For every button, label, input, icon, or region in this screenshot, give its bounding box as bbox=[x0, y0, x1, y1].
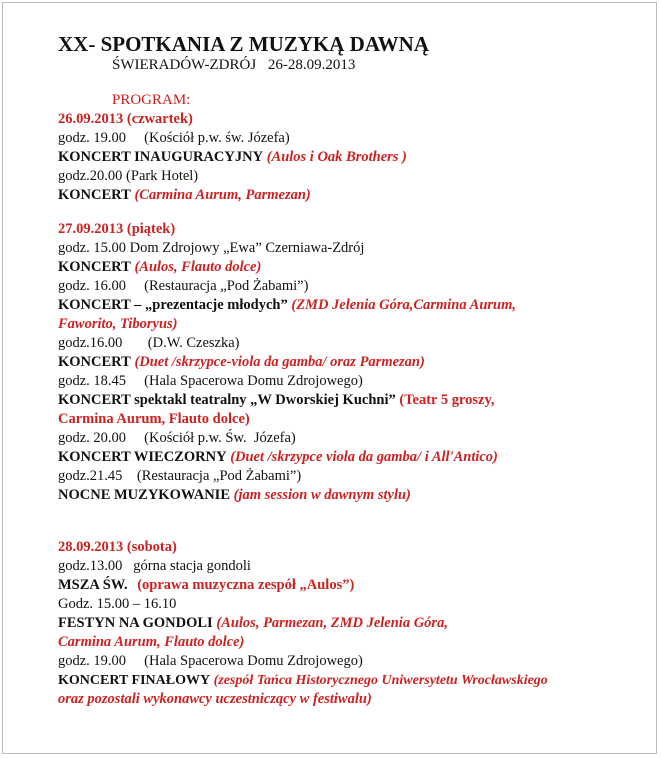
event-title: KONCERT FINAŁOWY bbox=[58, 673, 211, 688]
event-title: KONCERT spektakl teatralny „W Dworskiej Kuchni” bbox=[58, 392, 396, 408]
performers: Carmina Aurum, Flauto dolce) bbox=[58, 411, 250, 427]
day2-event-1 bbox=[58, 258, 261, 277]
performers: (Aulos i Oak Brothers ) bbox=[266, 149, 407, 165]
day3-heading: 28.09.2013 (sobota) bbox=[58, 539, 177, 555]
performers: (jam session w dawnym stylu) bbox=[233, 487, 411, 503]
event-title: KONCERT – „prezentacje młodych” bbox=[58, 297, 288, 313]
day2-event-5 bbox=[58, 448, 498, 467]
day1-event-1 bbox=[58, 148, 407, 167]
performers: (Aulos, Parmezan, ZMD Jelenia Góra, bbox=[216, 615, 448, 631]
event-title: KONCERT INAUGURACYJNY bbox=[58, 149, 264, 165]
day2-event-4-cont bbox=[58, 410, 250, 429]
event-title: MSZA ŚW. bbox=[58, 577, 128, 593]
event-title: NOCNE MUZYKOWANIE bbox=[58, 487, 230, 503]
performers: Faworito, Tiboryus) bbox=[58, 316, 178, 332]
performers: (Duet /skrzypce viola da gamba/ i All'Antico) bbox=[230, 449, 498, 465]
day2-time-6: godz.21.45 (Restauracja „Pod Żabami”) bbox=[58, 468, 302, 484]
day2-event-3 bbox=[58, 353, 425, 372]
day2-event-2 bbox=[58, 296, 516, 315]
performers: Carmina Aurum, Flauto dolce) bbox=[58, 634, 245, 650]
document-title: XX- SPOTKANIA Z MUZYKĄ DAWNĄ bbox=[58, 32, 430, 56]
day1-heading: 26.09.2013 (czwartek) bbox=[58, 111, 193, 127]
day3-event-3 bbox=[58, 671, 548, 690]
day2-event-6 bbox=[58, 486, 411, 505]
event-title: KONCERT WIECZORNY bbox=[58, 449, 227, 465]
location-and-dates bbox=[112, 57, 355, 74]
performers: (ZMD Jelenia Góra,Carmina Aurum, bbox=[291, 297, 517, 313]
performers: (Duet /skrzypce-viola da gamba/ oraz Parmezan) bbox=[134, 354, 425, 370]
day1-event-2 bbox=[58, 186, 311, 205]
day3-time-3: godz. 19.00 (Hala Spacerowa Domu Zdrojowego) bbox=[58, 653, 363, 669]
program-label: PROGRAM: bbox=[112, 92, 191, 108]
festival-dates: 26-28.09.2013 bbox=[267, 57, 356, 73]
day1-time-1: godz. 19.00 (Kościół p.w. św. Józefa) bbox=[58, 130, 290, 146]
performers: (Aulos, Flauto dolce) bbox=[134, 259, 262, 275]
day3-time-1: godz.13.00 górna stacja gondoli bbox=[58, 558, 251, 574]
performers: (zespół Tańca Historycznego Uniwersytetu Wrocławskiego bbox=[213, 673, 548, 688]
event-title: FESTYN NA GONDOLI bbox=[58, 615, 213, 631]
day2-event-4 bbox=[58, 391, 495, 410]
day2-time-1: godz. 15.00 Dom Zdrojowy „Ewa” Czerniawa-Zdrój bbox=[58, 240, 365, 256]
location: ŚWIERADÓW-ZDRÓJ bbox=[112, 57, 257, 73]
day3-event-1 bbox=[58, 576, 354, 595]
event-title: KONCERT bbox=[58, 259, 131, 275]
day3-time-2: Godz. 15.00 – 16.10 bbox=[58, 596, 177, 612]
day1-time-2: godz.20.00 (Park Hotel) bbox=[58, 168, 199, 184]
event-title: KONCERT bbox=[58, 187, 131, 203]
performers: (Teatr 5 groszy, bbox=[399, 392, 495, 408]
day3-event-2-cont bbox=[58, 633, 244, 652]
event-title: KONCERT bbox=[58, 354, 131, 370]
day2-time-3: godz.16.00 (D.W. Czeszka) bbox=[58, 335, 240, 351]
day3-event-3-cont bbox=[58, 690, 372, 709]
performers: oraz pozostali wykonawcy uczestniczący w festiwalu) bbox=[58, 691, 372, 707]
day2-time-4: godz. 18.45 (Hala Spacerowa Domu Zdrojowego) bbox=[58, 373, 363, 389]
day2-time-5: godz. 20.00 (Kościół p.w. Św. Józefa) bbox=[58, 430, 296, 446]
day3-event-2 bbox=[58, 614, 448, 633]
day2-time-2: godz. 16.00 (Restauracja „Pod Żabami”) bbox=[58, 278, 309, 294]
day2-heading: 27.09.2013 (piątek) bbox=[58, 221, 176, 237]
day2-event-2-cont bbox=[58, 315, 178, 334]
performers: (Carmina Aurum, Parmezan) bbox=[134, 187, 311, 203]
performers: (oprawa muzyczna zespół „Aulos”) bbox=[137, 577, 355, 593]
